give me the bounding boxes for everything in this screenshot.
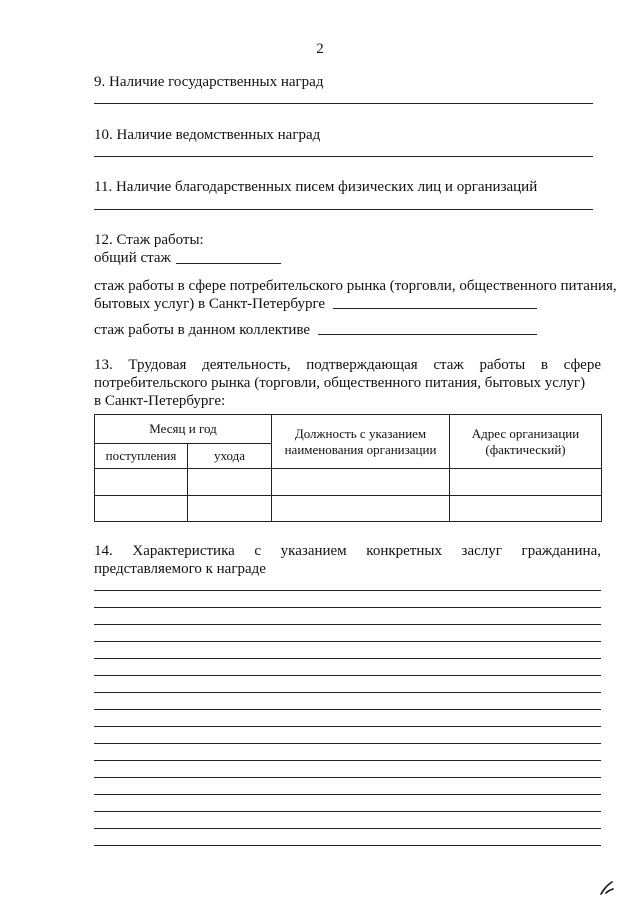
characteristic-line[interactable] xyxy=(94,845,601,846)
characteristic-line[interactable] xyxy=(94,658,601,659)
header-position-line2: наименования организации xyxy=(284,441,437,457)
team-experience-label: стаж работы в данном коллективе xyxy=(94,322,311,338)
header-address-line2: (фактический) xyxy=(485,441,566,457)
table-cell[interactable] xyxy=(450,496,602,522)
item12-label: 12. Стаж работы: xyxy=(94,232,204,248)
item14-line1: 14. Характеристика с указанием конкретных заслуг гражданина, xyxy=(94,543,601,559)
header-position-line1: Должность с указанием xyxy=(294,425,427,441)
characteristic-line[interactable] xyxy=(94,675,601,676)
item11-label: 11. Наличие благодарственных писем физических лиц и организаций xyxy=(94,179,538,195)
item13-line3: в Санкт-Петербурге: xyxy=(94,393,226,409)
table-cell[interactable] xyxy=(272,469,450,496)
header-start: поступления xyxy=(95,444,188,469)
characteristic-line[interactable] xyxy=(94,760,601,761)
consumer-experience-label-line1: стаж работы в сфере потребительского рынка (торговли, общественного питания, xyxy=(94,278,617,294)
characteristic-line[interactable] xyxy=(94,607,601,608)
consumer-experience-field[interactable] xyxy=(333,308,537,309)
header-end: ухода xyxy=(188,444,272,469)
table-row xyxy=(95,496,602,522)
header-address-line1: Адрес организации xyxy=(471,425,580,441)
characteristic-line[interactable] xyxy=(94,743,601,744)
page-number: 2 xyxy=(316,41,324,57)
handwritten-mark-icon xyxy=(598,880,616,896)
item9-answer-line[interactable] xyxy=(94,103,593,104)
item13-line1: 13. Трудовая деятельность, подтверждающая стаж работы в сфере xyxy=(94,357,601,373)
characteristic-line[interactable] xyxy=(94,726,601,727)
table-cell[interactable] xyxy=(188,469,272,496)
item10-label: 10. Наличие ведомственных наград xyxy=(94,127,321,143)
table-cell[interactable] xyxy=(450,469,602,496)
characteristic-line[interactable] xyxy=(94,794,601,795)
characteristic-line[interactable] xyxy=(94,777,601,778)
table-cell[interactable] xyxy=(188,496,272,522)
employment-history-table xyxy=(94,414,602,522)
table-row xyxy=(95,469,602,496)
item9-label: 9. Наличие государственных наград xyxy=(94,74,324,90)
characteristic-line[interactable] xyxy=(94,709,601,710)
table-cell[interactable] xyxy=(95,496,188,522)
characteristic-line[interactable] xyxy=(94,641,601,642)
characteristic-line[interactable] xyxy=(94,811,601,812)
team-experience-field[interactable] xyxy=(318,334,537,335)
table-cell[interactable] xyxy=(272,496,450,522)
item10-answer-line[interactable] xyxy=(94,156,593,157)
characteristic-line[interactable] xyxy=(94,692,601,693)
general-experience-label: общий стаж xyxy=(94,250,171,266)
header-position xyxy=(272,415,450,469)
item14-line2: представляемого к награде xyxy=(94,561,266,577)
consumer-experience-label-line2: бытовых услуг) в Санкт-Петербурге xyxy=(94,296,326,312)
item11-answer-line[interactable] xyxy=(94,209,593,210)
item13-line2: потребительского рынка (торговли, общественного питания, бытовых услуг) xyxy=(94,375,586,391)
header-month-year: Месяц и год xyxy=(95,415,272,444)
characteristic-line[interactable] xyxy=(94,828,601,829)
header-address xyxy=(450,415,602,469)
characteristic-line[interactable] xyxy=(94,624,601,625)
general-experience-field[interactable] xyxy=(176,263,281,264)
table-cell[interactable] xyxy=(95,469,188,496)
characteristic-line[interactable] xyxy=(94,590,601,591)
